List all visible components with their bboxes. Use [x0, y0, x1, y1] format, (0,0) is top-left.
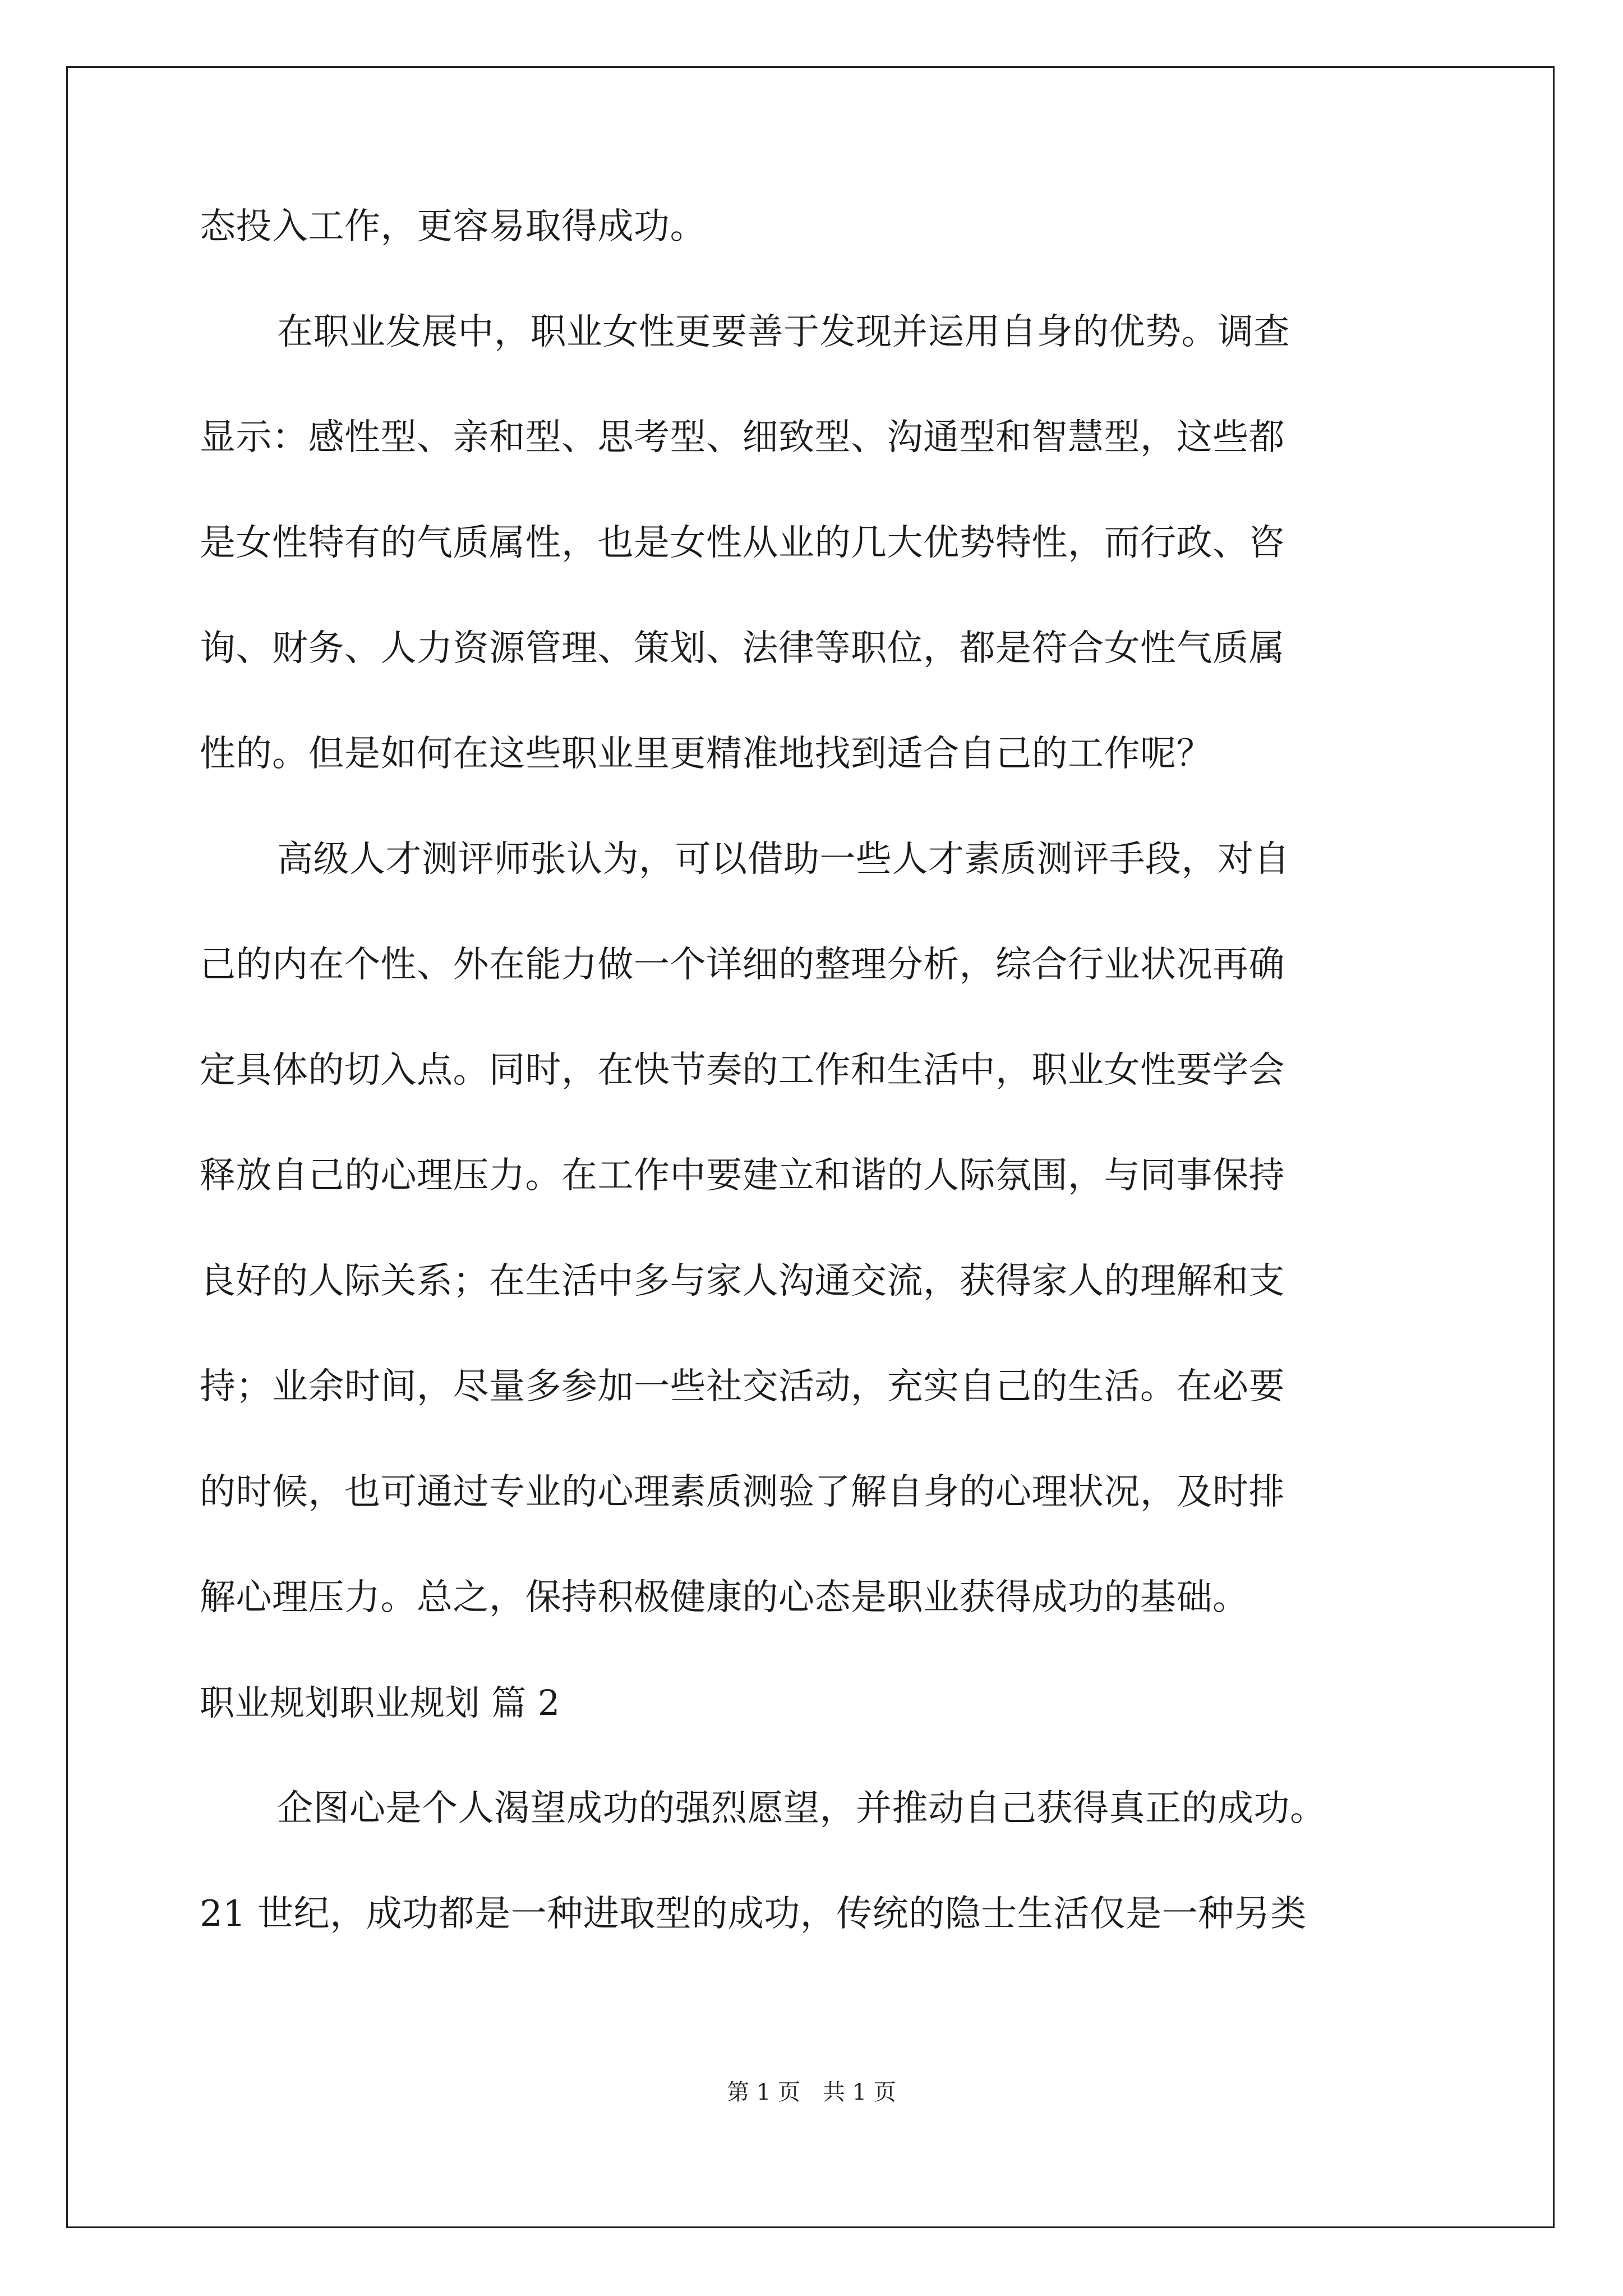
section-heading: 职业规划职业规划 篇 2: [200, 1682, 560, 1723]
text-line: 是女性特有的气质属性，也是女性从业的几大优势特性，而行政、咨: [200, 522, 1285, 564]
text-line: 态投入工作，更容易取得成功。: [200, 206, 706, 247]
text-line: 企图心是个人渴望成功的强烈愿望，并推动自己获得真正的成功。: [277, 1788, 1326, 1829]
text-line: 21 世纪，成功都是一种进取型的成功，传统的隐士生活仅是一种另类: [200, 1893, 1307, 1935]
text-line: 良好的人际关系；在生活中多与家人沟通交流，获得家人的理解和支: [200, 1260, 1285, 1302]
text-line: 性的。但是如何在这些职业里更精准地找到适合自己的工作呢？: [200, 733, 1212, 775]
text-line: 解心理压力。总之，保持积极健康的心态是职业获得成功的基础。: [200, 1577, 1249, 1618]
text-line: 显示：感性型、亲和型、思考型、细致型、沟通型和智慧型，这些都: [200, 417, 1285, 458]
text-line: 定具体的切入点。同时，在快节奏的工作和生活中，职业女性要学会: [200, 1050, 1285, 1091]
document-body: [200, 206, 1428, 2001]
text-line: 己的内在个性、外在能力做一个详细的整理分析，综合行业状况再确: [200, 944, 1285, 986]
text-line: 询、财务、人力资源管理、策划、法律等职位，都是符合女性气质属: [200, 628, 1285, 669]
text-line: 的时候，也可通过专业的心理素质测验了解自身的心理状况，及时排: [200, 1471, 1285, 1513]
page-footer: 第 1 页 共 1 页: [727, 2079, 896, 2105]
text-line: 高级人才测评师张认为，可以借助一些人才素质测评手段，对自: [277, 839, 1290, 880]
text-line: 持；业余时间，尽量多参加一些社交活动，充实自己的生活。在必要: [200, 1366, 1285, 1407]
text-line: 释放自己的心理压力。在工作中要建立和谐的人际氛围，与同事保持: [200, 1155, 1285, 1197]
text-line: 在职业发展中，职业女性更要善于发现并运用自身的优势。调查: [277, 311, 1290, 353]
